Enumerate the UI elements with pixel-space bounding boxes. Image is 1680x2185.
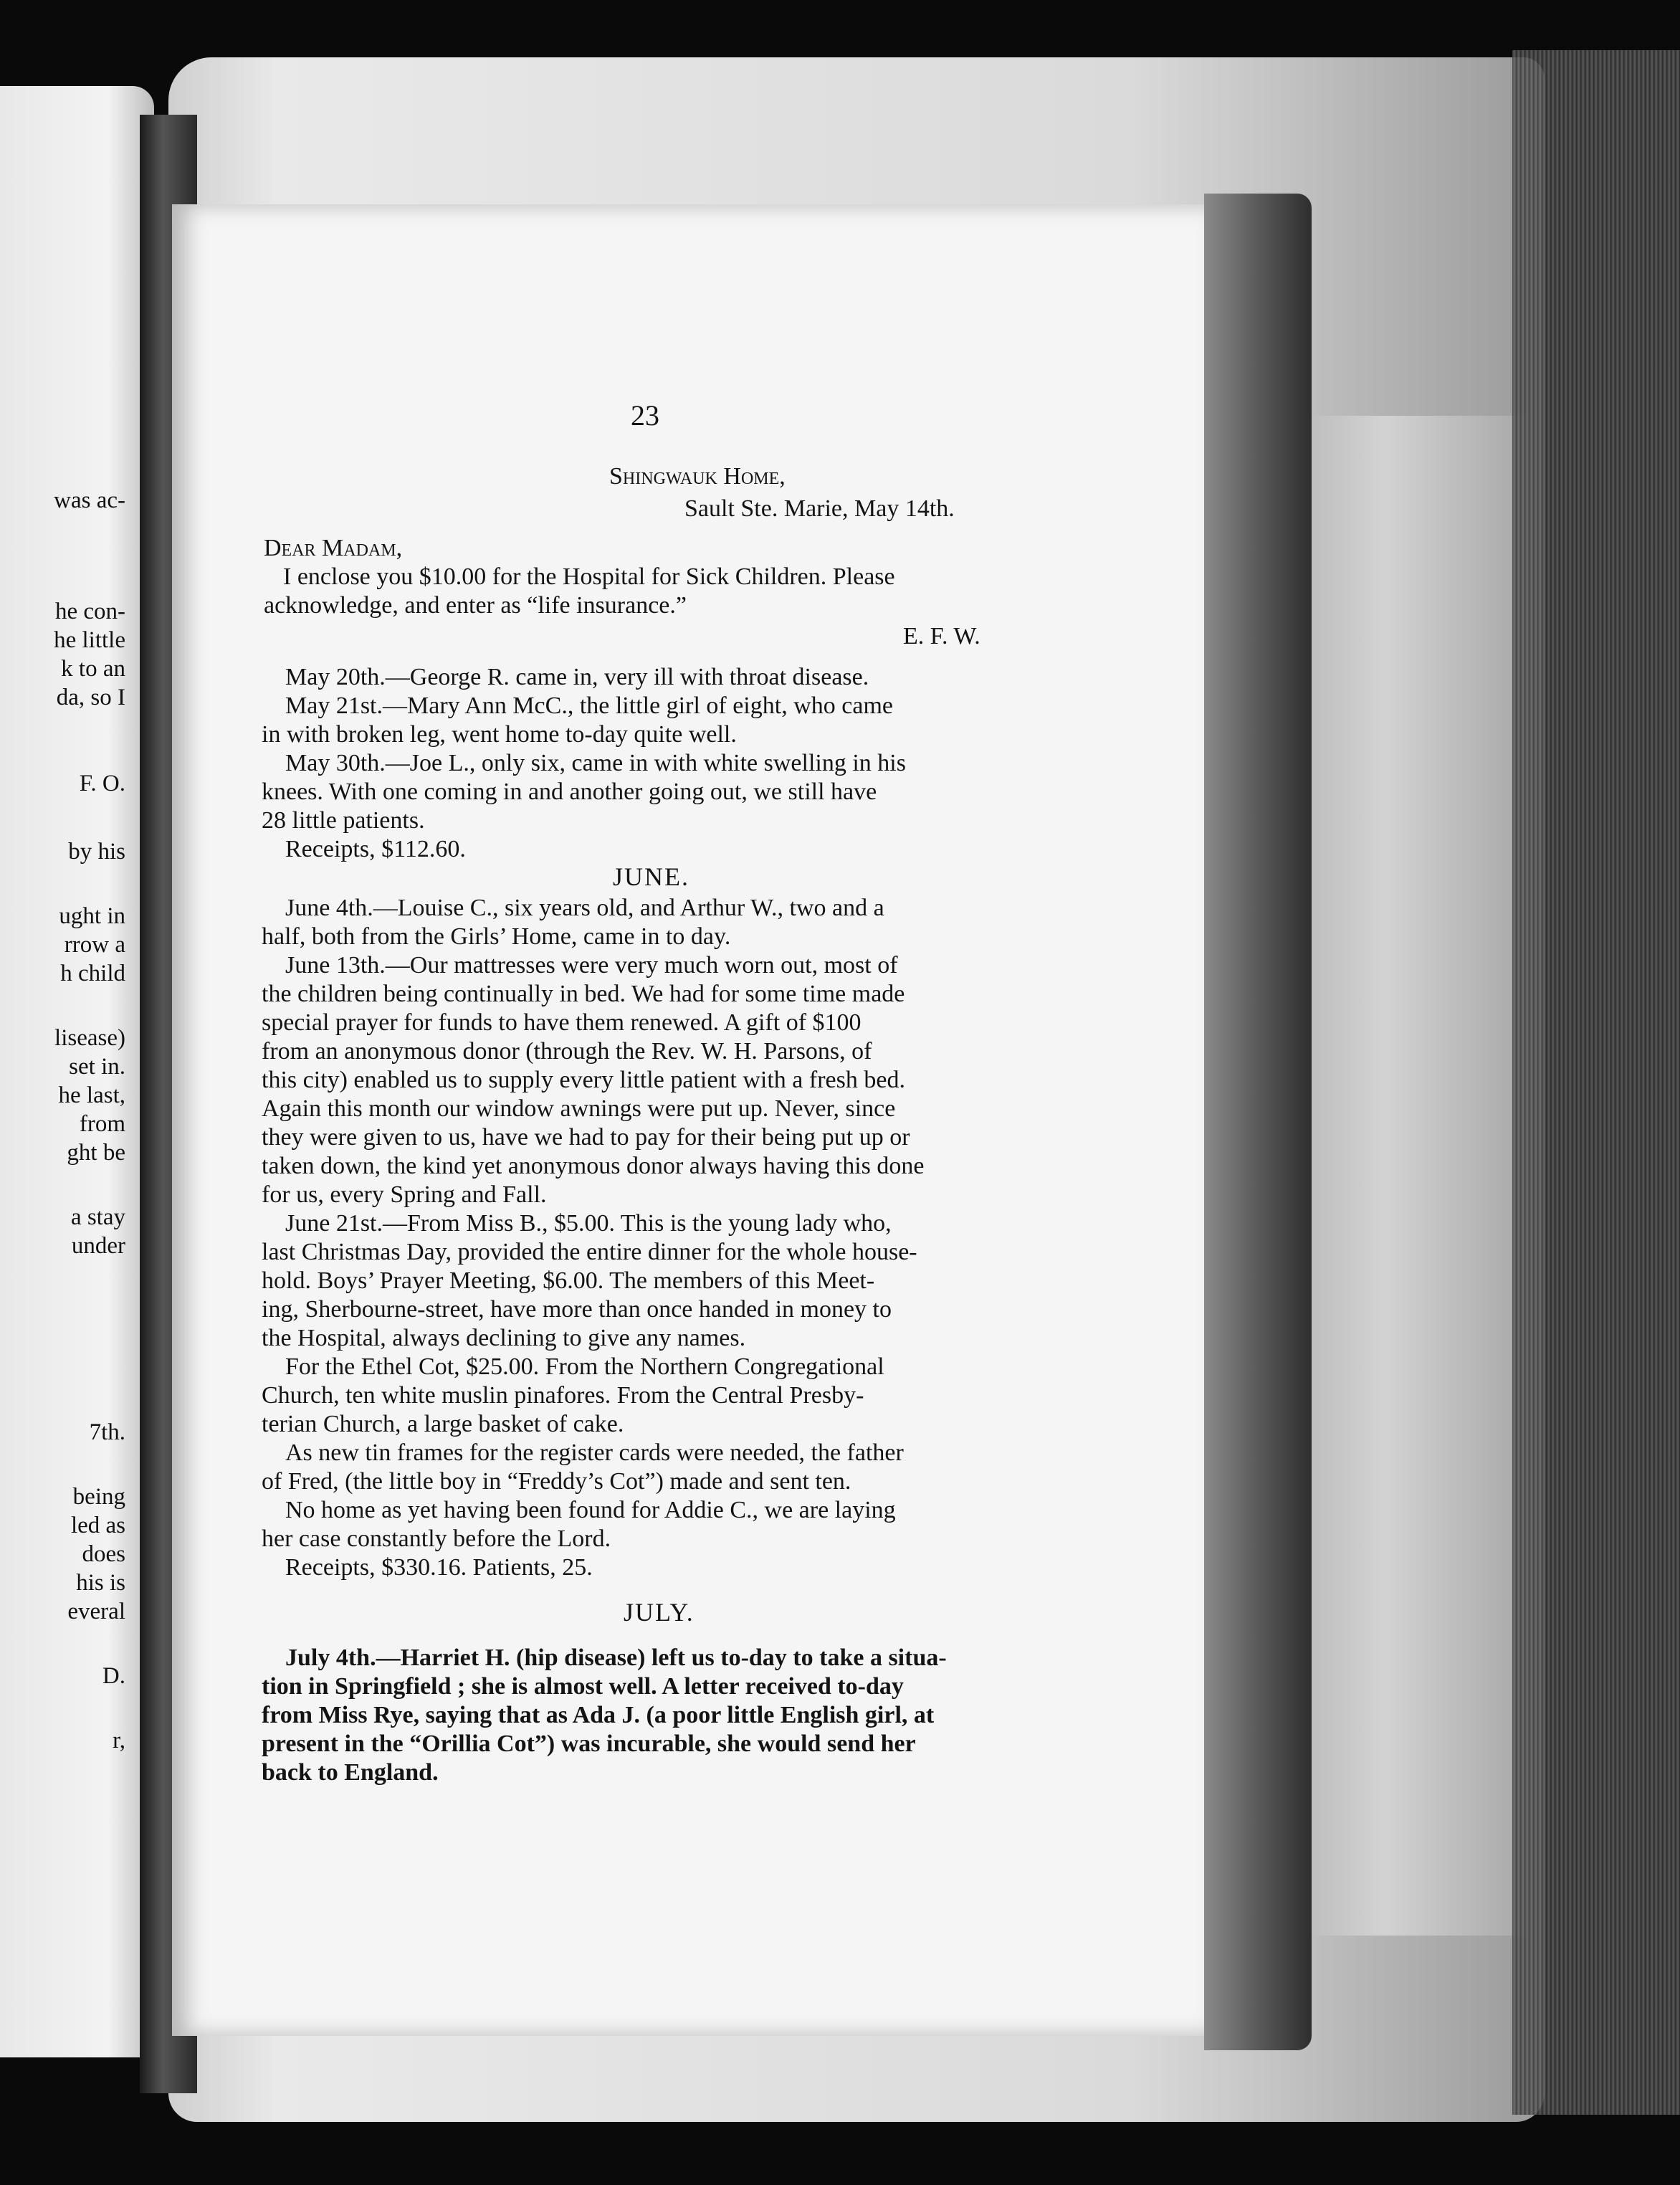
left-fragment: 7th. [89,1419,125,1445]
left-fragment: F. O. [79,771,125,796]
left-fragment: he last, [58,1082,125,1108]
facing-plate [1290,416,1527,1936]
june-line: June 4th.—Louise C., six years old, and Arthur W., two and a [285,895,884,921]
left-page-text [0,86,154,2057]
letter-body-line: I enclose you $10.00 for the Hospital for Sick Children. Please [283,563,895,590]
june-line: from an anonymous donor (through the Rev. W. H. Parsons, of [262,1038,872,1065]
left-page [0,86,154,2057]
june-line: last Christmas Day, provided the entire dinner for the whole house- [262,1239,917,1265]
left-fragment: he con- [54,599,125,624]
heading-june: JUNE. [613,862,689,891]
page-stack-shadow [1204,194,1312,2050]
june-line: they were given to us, have we had to pay for their being put up or [262,1124,910,1151]
left-fragment: by his [68,839,125,865]
may-line: in with broken leg, went home to-day quite well. [262,721,737,748]
june-line: Church, ten white muslin pinafores. From the Central Presby- [262,1382,864,1409]
june-line: ing, Sherbourne-street, have more than once handed in money to [262,1296,892,1323]
june-line: her case constantly before the Lord. [262,1525,611,1552]
june-line: the Hospital, always declining to give any names. [262,1325,746,1351]
june-line: special prayer for funds to have them renewed. A gift of $100 [262,1009,862,1036]
july-line: present in the “Orillia Cot”) was incurable, she would send her [262,1731,916,1757]
left-fragment: ght be [67,1140,125,1166]
left-fragment: under [71,1233,125,1259]
left-fragment: a stay [70,1204,125,1230]
letter-signature: E. F. W. [903,623,980,649]
may-line: knees. With one coming in and another going out, we still have [262,779,877,805]
july-line: back to England. [262,1759,439,1786]
june-line: the children being continually in bed. We had for some time made [262,981,905,1007]
book-page [172,204,1204,2036]
june-line: As new tin frames for the register cards were needed, the father [285,1439,904,1466]
june-line: June 13th.—Our mattresses were very much worn out, most of [285,952,898,979]
letter-body-line: acknowledge, and enter as “life insurance.” [264,592,687,619]
june-line: hold. Boys’ Prayer Meeting, $6.00. The members of this Meet- [262,1267,875,1294]
left-fragment: k to an [61,656,125,682]
page-edges [1512,50,1680,2115]
left-fragment: ught in [59,903,125,929]
june-line: half, both from the Girls’ Home, came in to day. [262,923,731,950]
left-fragment: D. [102,1663,125,1689]
june-line: terian Church, a large basket of cake. [262,1411,624,1437]
left-fragment: r, [113,1728,125,1753]
left-fragment: everal [67,1599,125,1624]
june-line: of Fred, (the little boy in “Freddy’s Cot”) made and sent ten. [262,1468,851,1495]
letter-salutation: Dear Madam, [264,535,403,561]
left-fragment: from [79,1111,125,1137]
page-number: 23 [631,399,659,432]
june-line: this city) enabled us to supply every little patient with a fresh bed. [262,1067,905,1093]
may-line: May 30th.—Joe L., only six, came in with white swelling in his [285,750,906,776]
may-line: May 20th.—George R. came in, very ill with throat disease. [285,664,869,690]
left-fragment: does [82,1541,125,1567]
july-line: tion in Springfield ; she is almost well. A letter received to-day [262,1673,904,1700]
left-fragment: set in. [69,1054,125,1080]
left-fragment: was ac- [54,487,125,513]
letter-place-date: Sault Ste. Marie, May 14th. [684,495,955,522]
page-text [172,204,1204,2036]
june-line: No home as yet having been found for Addie C., we are laying [285,1497,896,1523]
left-fragment: led as [70,1513,125,1538]
june-line: June 21st.—From Miss B., $5.00. This is the young lady who, [285,1210,892,1237]
may-line: May 21st.—Mary Ann McC., the little girl of eight, who came [285,692,893,719]
july-line: July 4th.—Harriet H. (hip disease) left us to-day to take a situa- [285,1644,947,1671]
left-fragment: da, so I [56,685,125,710]
june-line: For the Ethel Cot, $25.00. From the Northern Congregational [285,1353,884,1380]
left-fragment: lisease) [54,1025,125,1051]
may-line: 28 little patients. [262,807,425,834]
left-fragment: being [72,1484,125,1510]
june-receipts: Receipts, $330.16. Patients, 25. [285,1554,593,1581]
heading-july: JULY. [624,1598,695,1627]
left-fragment: rrow a [64,932,125,958]
left-fragment: he little [54,627,125,653]
july-line: from Miss Rye, saying that as Ada J. (a poor little English girl, at [262,1702,935,1728]
may-receipts: Receipts, $112.60. [285,836,466,862]
june-line: taken down, the kind yet anonymous donor always having this done [262,1153,925,1179]
june-line: Again this month our window awnings were put up. Never, since [262,1095,896,1122]
letter-address: Shingwauk Home, [609,463,786,490]
left-fragment: his is [76,1570,125,1596]
left-fragment: h child [60,961,125,986]
june-line: for us, every Spring and Fall. [262,1181,547,1208]
